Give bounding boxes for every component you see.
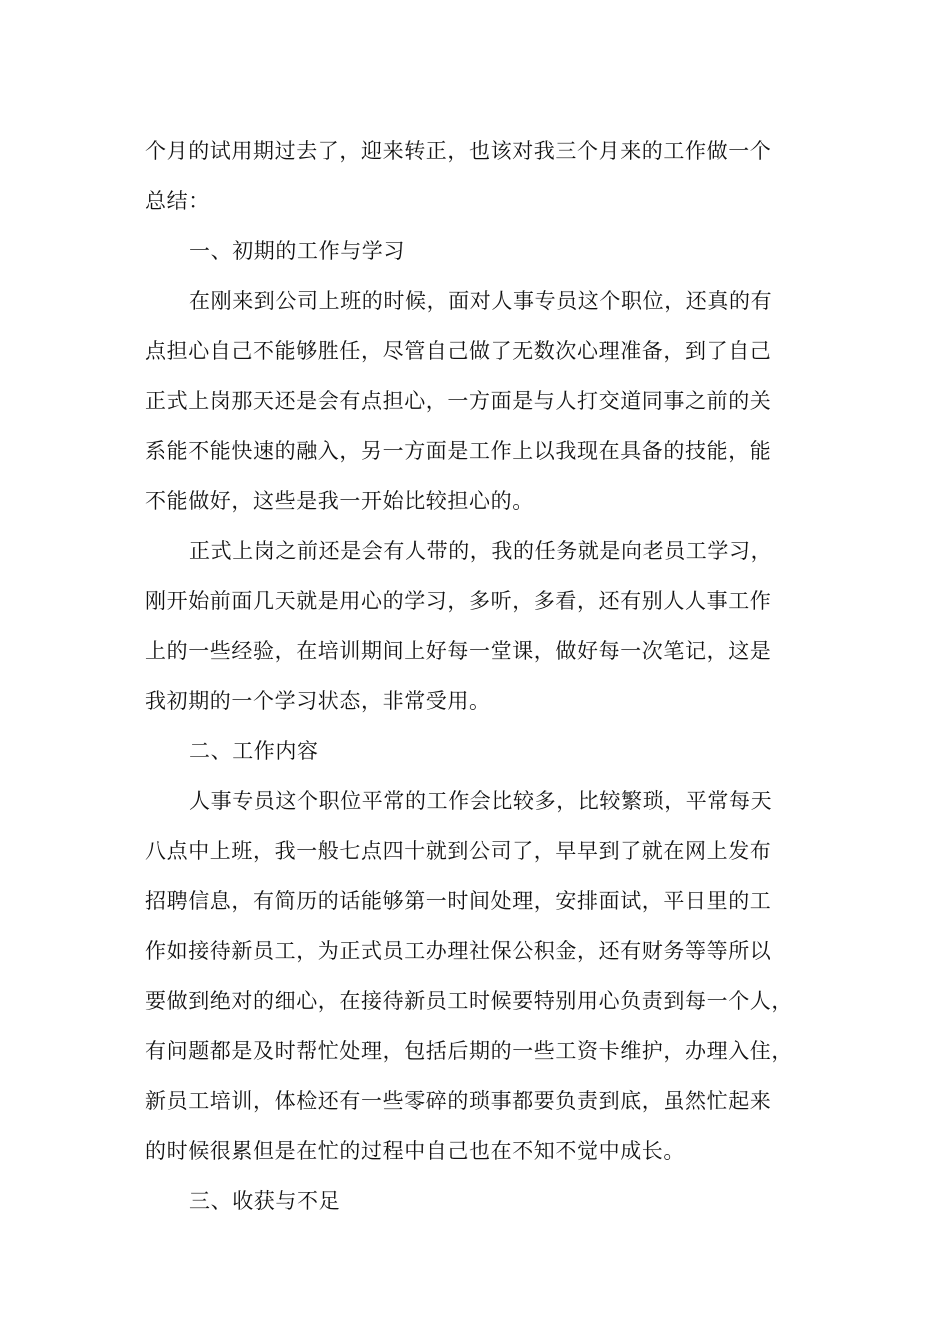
para-1-line-1: 在刚来到公司上班的时候，面对人事专员这个职位，还真的有 <box>189 289 773 313</box>
intro-line-2: 总结： <box>145 189 210 213</box>
intro-line-1: 个月的试用期过去了，迎来转正，也该对我三个月来的工作做一个 <box>145 139 772 163</box>
para-1-line-2: 点担心自己不能够胜任，尽管自己做了无数次心理准备，到了自己 <box>145 339 772 363</box>
section-heading-early-work: 一、初期的工作与学习 <box>189 239 405 263</box>
para-3-line-3: 招聘信息，有简历的话能够第一时间处理，安排面试，平日里的工 <box>145 889 772 913</box>
para-3-line-6: 有问题都是及时帮忙处理，包括后期的一些工资卡维护，办理入住， <box>145 1039 793 1063</box>
section-heading-gains-shortcomings: 三、收获与不足 <box>189 1189 341 1213</box>
para-3-line-7: 新员工培训，体检还有一些零碎的琐事都要负责到底，虽然忙起来 <box>145 1089 772 1113</box>
section-heading-work-content: 二、工作内容 <box>189 739 319 763</box>
para-3-line-1: 人事专员这个职位平常的工作会比较多，比较繁琐，平常每天 <box>189 789 773 813</box>
para-3-line-4: 作如接待新员工，为正式员工办理社保公积金，还有财务等等所以 <box>145 939 772 963</box>
para-1-line-3: 正式上岗那天还是会有点担心，一方面是与人打交道同事之前的关 <box>145 389 772 413</box>
para-1-line-5: 不能做好，这些是我一开始比较担心的。 <box>145 489 534 513</box>
para-3-line-5: 要做到绝对的细心，在接待新员工时候要特别用心负责到每一个人， <box>145 989 793 1013</box>
para-1-line-4: 系能不能快速的融入，另一方面是工作上以我现在具备的技能，能 <box>145 439 772 463</box>
para-2-line-3: 上的一些经验，在培训期间上好每一堂课，做好每一次笔记，这是 <box>145 639 772 663</box>
para-3-line-2: 八点中上班，我一般七点四十就到公司了，早早到了就在网上发布 <box>145 839 772 863</box>
para-3-line-8: 的时候很累但是在忙的过程中自己也在不知不觉中成长。 <box>145 1139 685 1163</box>
para-2-line-2: 刚开始前面几天就是用心的学习，多听，多看，还有别人人事工作 <box>145 589 772 613</box>
para-2-line-4: 我初期的一个学习状态，非常受用。 <box>145 689 491 713</box>
para-2-line-1: 正式上岗之前还是会有人带的，我的任务就是向老员工学习， <box>189 539 773 563</box>
document-body <box>145 126 825 1226</box>
